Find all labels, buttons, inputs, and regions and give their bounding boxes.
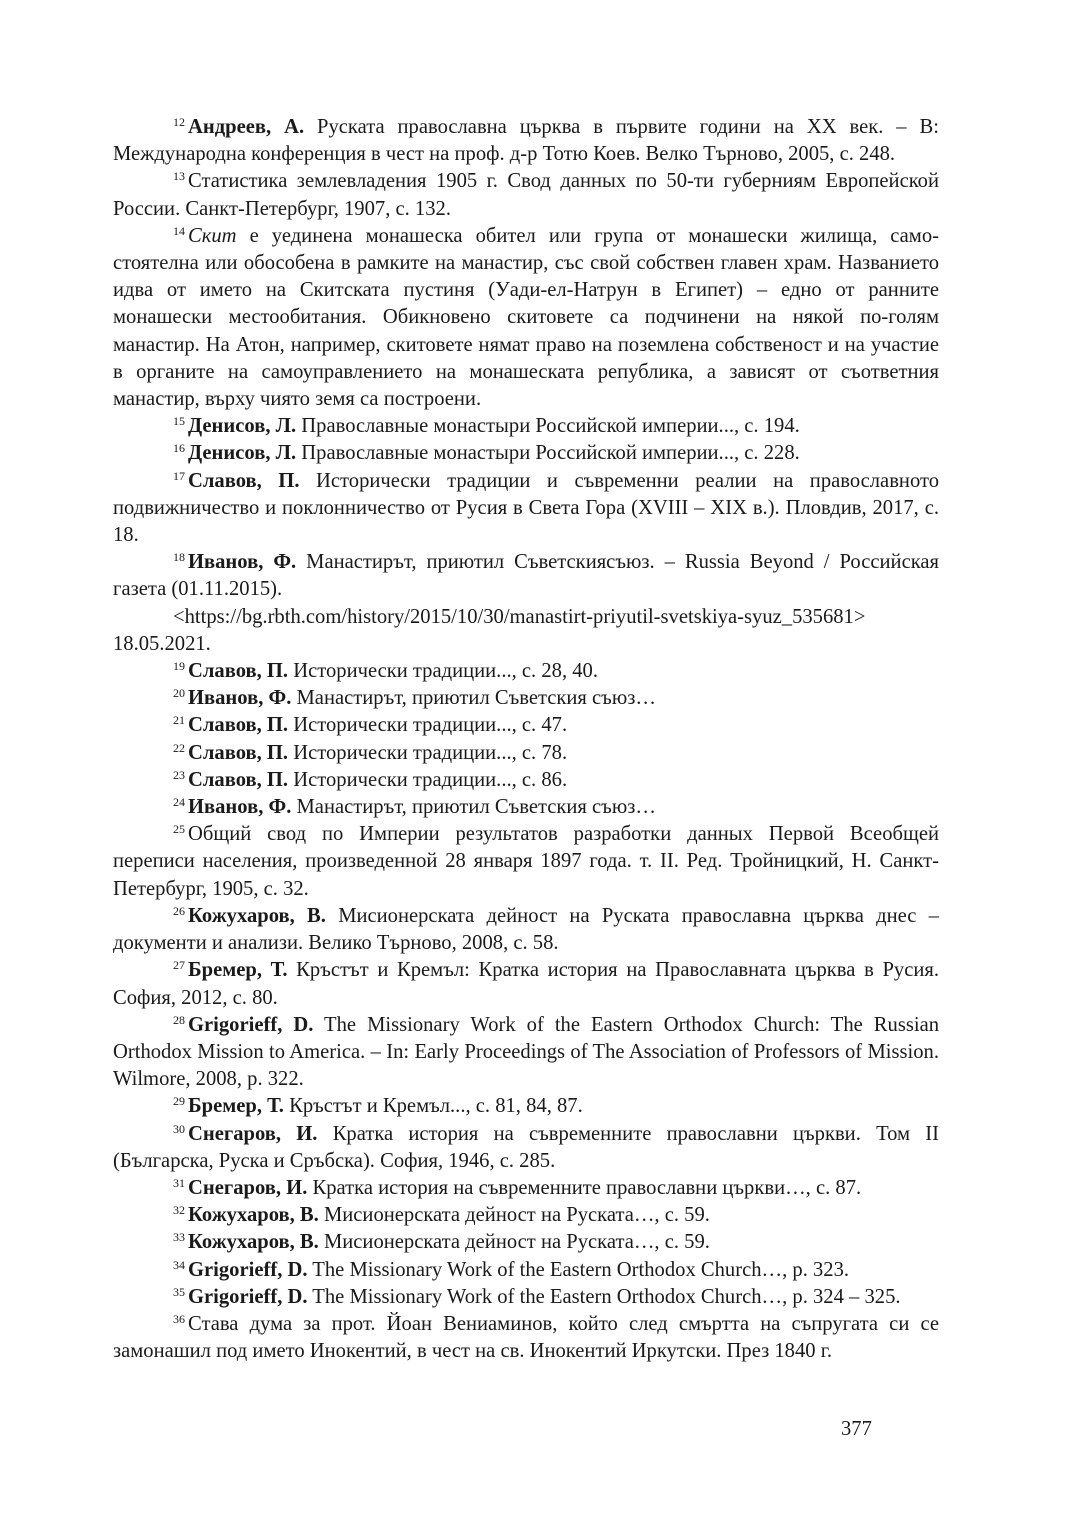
footnote-text: Кратка история на съвременните православни църкви. Том II (Българска, Руска и Сръбска). София, 1946, с. 285. [113,1122,939,1172]
footnote-author: Славов, П. [188,660,289,683]
footnote-number: 14 [173,223,185,238]
footnote-author: Grigorieff, D. [188,1258,308,1281]
footnote-text: Манастирът, приютил Съветския съюз… [296,796,656,819]
footnote-link: <https://bg.rbth.com/history/2015/10/30/manastirt-priyutil-svetskiya-syuz_535681> 18.05.2021. [113,605,866,655]
footnote [113,767,939,794]
footnote-number: 34 [173,1257,185,1272]
footnote-number: 24 [173,795,185,810]
footnote-number: 17 [173,468,185,483]
footnote-text: Мисионерската дейност на Руската…, с. 59. [323,1204,710,1227]
footnote-author: Снегаров, И. [188,1122,318,1145]
footnote [113,549,939,603]
footnote-author: Славов, П. [188,714,289,737]
footnote-number: 23 [173,767,185,782]
footnote-number: 25 [173,822,185,837]
footnote-text: Исторически традиции..., с. 28, 40. [293,660,598,683]
footnote-text: Манастирът, приютил Съветскиясъюз. – Russia Beyond / Российская газета (01.11.2015). [113,551,940,601]
footnote-text: Кръстът и Кремъл..., с. 81, 84, 87. [289,1095,583,1118]
footnote [113,1284,939,1311]
footnote-author: Денисов, Л. [188,415,297,438]
footnote-author: Кожухаров, В. [188,1204,319,1227]
footnote-number: 26 [173,903,185,918]
footnote-text: Исторически традиции..., с. 86. [293,768,568,791]
footnote-text: Общий свод по Империи результатов разработки данных Первой Всеобщей переписи населения, произведенной 28 января 1897 года. т. II. Ред. Тройницкий, Н. Санкт-Петербург, 1905, с. 32. [113,823,939,900]
footnote-author: Кожухаров, В. [188,904,326,927]
footnote-number: 19 [173,659,185,674]
footnote-text: Манастирът, приютил Съветския съюз… [296,687,656,710]
footnote-number: 27 [173,958,185,973]
footnote-number: 15 [173,414,185,429]
footnote-number: 35 [173,1284,185,1299]
footnote [113,740,939,767]
footnote-number: 16 [173,441,185,456]
footnote-number: 30 [173,1121,185,1136]
footnote [113,1175,939,1202]
footnote [113,1311,939,1365]
footnote-number: 28 [173,1012,185,1027]
footnote-number: 12 [173,115,185,129]
footnote-author: Денисов, Л. [188,442,297,465]
footnote [113,1257,939,1284]
footnote-number: 21 [173,713,185,728]
footnote-text: Исторически традиции..., с. 47. [293,714,568,737]
footnote-text: Кратка история на съвременните православни църкви…, с. 87. [312,1176,862,1199]
footnote-author: Кожухаров, В. [188,1231,319,1254]
footnote-author: Бремер, Т. [188,1095,284,1118]
footnote [113,903,939,957]
footnote-author: Снегаров, И. [188,1176,308,1199]
footnote-text: Кръстът и Кремъл: Кратка история на Православната църква в Русия. София, 2012, с. 80. [113,959,940,1009]
footnote-author: Иванов, Ф. [188,687,292,710]
footnote-author: Иванов, Ф. [188,796,292,819]
footnote-number: 13 [173,169,185,184]
footnote [113,1229,939,1256]
footnote-author: Славов, П. [188,768,289,791]
footnote-text: The Missionary Work of the Eastern Orthodox Church…, p. 323. [312,1258,850,1281]
footnote [113,821,939,903]
footnote-number: 33 [173,1230,185,1245]
footnote-text: Мисионерската дейност на Руската православна църква днес – документи и анализи. Велико Търново, 2008, с. 58. [113,904,939,955]
footnote-text: Мисионерската дейност на Руската…, с. 59. [323,1231,710,1254]
footnote [113,685,939,712]
footnote-text: Исторически традиции..., с. 78. [293,741,568,764]
footnote-text: Исторически традиции и съвременни реалии на православното подвижничество и поклонничество от Русия в Света Гора (XVIII – XIX в.). Пловдив, 2017, с. 18. [113,469,939,547]
footnote-text: Православные монастыри Российской империи..., с. 194. [301,415,800,438]
footnote-author: Иванов, Ф. [188,551,297,574]
footnote-author: Славов, П. [188,469,300,492]
footnote [113,658,939,685]
footnote-text: Руската православна църква в първите години на XX век. – В: Международна конференция в чест на проф. д-р Тотю Коев. Велко Търново, 2005, с. 248. [113,116,939,166]
footnote-author: Grigorieff, D. [188,1013,314,1036]
footnote [113,1012,939,1094]
footnote [113,1121,939,1175]
footnote-text: The Missionary Work of the Eastern Orthodox Church: The Russian Orthodox Mission to America. – In: Early Proceedings of The Association of Professors of Mission. Wilmore, 2008, p. 322. [113,1013,940,1091]
footnote-author: Grigorieff, D. [188,1285,308,1308]
footnote-text: е уединена монашеска обител или група от монашески жилища, само- стоятелна или обособена в рамките на манастир, със свой собствен главен храм. Названието идва от името на Скитската пустиня (Уади-ел-Натрун в Египет) – едно от ранните монашески местообитания. Обикновено скитовете са подчинени на някой по-голям манастир. На Атон, например, скитовете нямат право на поземлена собственост и на участие в органите на самоуправлението на монашеската република, а зависят от съответния манастир, върху чиято земя са построени. [113,224,939,411]
footnote-number: 22 [173,740,185,755]
footnote [113,114,939,168]
footnote [113,712,939,739]
footnote [113,223,939,413]
footnote [113,413,939,440]
footnotes [113,114,939,1365]
footnote [113,468,939,550]
footnote [113,794,939,821]
footnote-number: 31 [173,1175,185,1190]
footnote-term: Скит [188,224,237,247]
footnote [113,1093,939,1120]
footnote-number: 20 [173,686,185,701]
page-number: 377 [841,1418,872,1440]
footnote [113,1202,939,1229]
footnote-author: Славов, П. [188,741,289,764]
footnote-text: Става дума за прот. Йоан Вениаминов, който след смъртта на съпругата си се замонашил под името Инокентий, в чест на св. Инокентий Иркутски. През 1840 г. [113,1312,939,1363]
footnote-text: The Missionary Work of the Eastern Orthodox Church…, p. 324 – 325. [312,1285,901,1308]
footnote [113,440,939,467]
footnote [113,957,939,1011]
footnote-number: 29 [173,1094,185,1109]
footnote-number: 18 [173,550,185,565]
footnote [113,168,939,222]
footnote-number: 36 [173,1311,185,1326]
footnote-text: Статистика землевладения 1905 г. Свод данных по 50-ти губерниям Европейской России. Санкт-Петербург, 1907, с. 132. [113,170,939,220]
footnote-number: 32 [173,1203,185,1218]
footnote-text: Православные монастыри Российской империи..., с. 228. [301,442,800,465]
footnote-author: Андреев, А. [188,116,305,138]
footnote-author: Бремер, Т. [188,959,288,982]
